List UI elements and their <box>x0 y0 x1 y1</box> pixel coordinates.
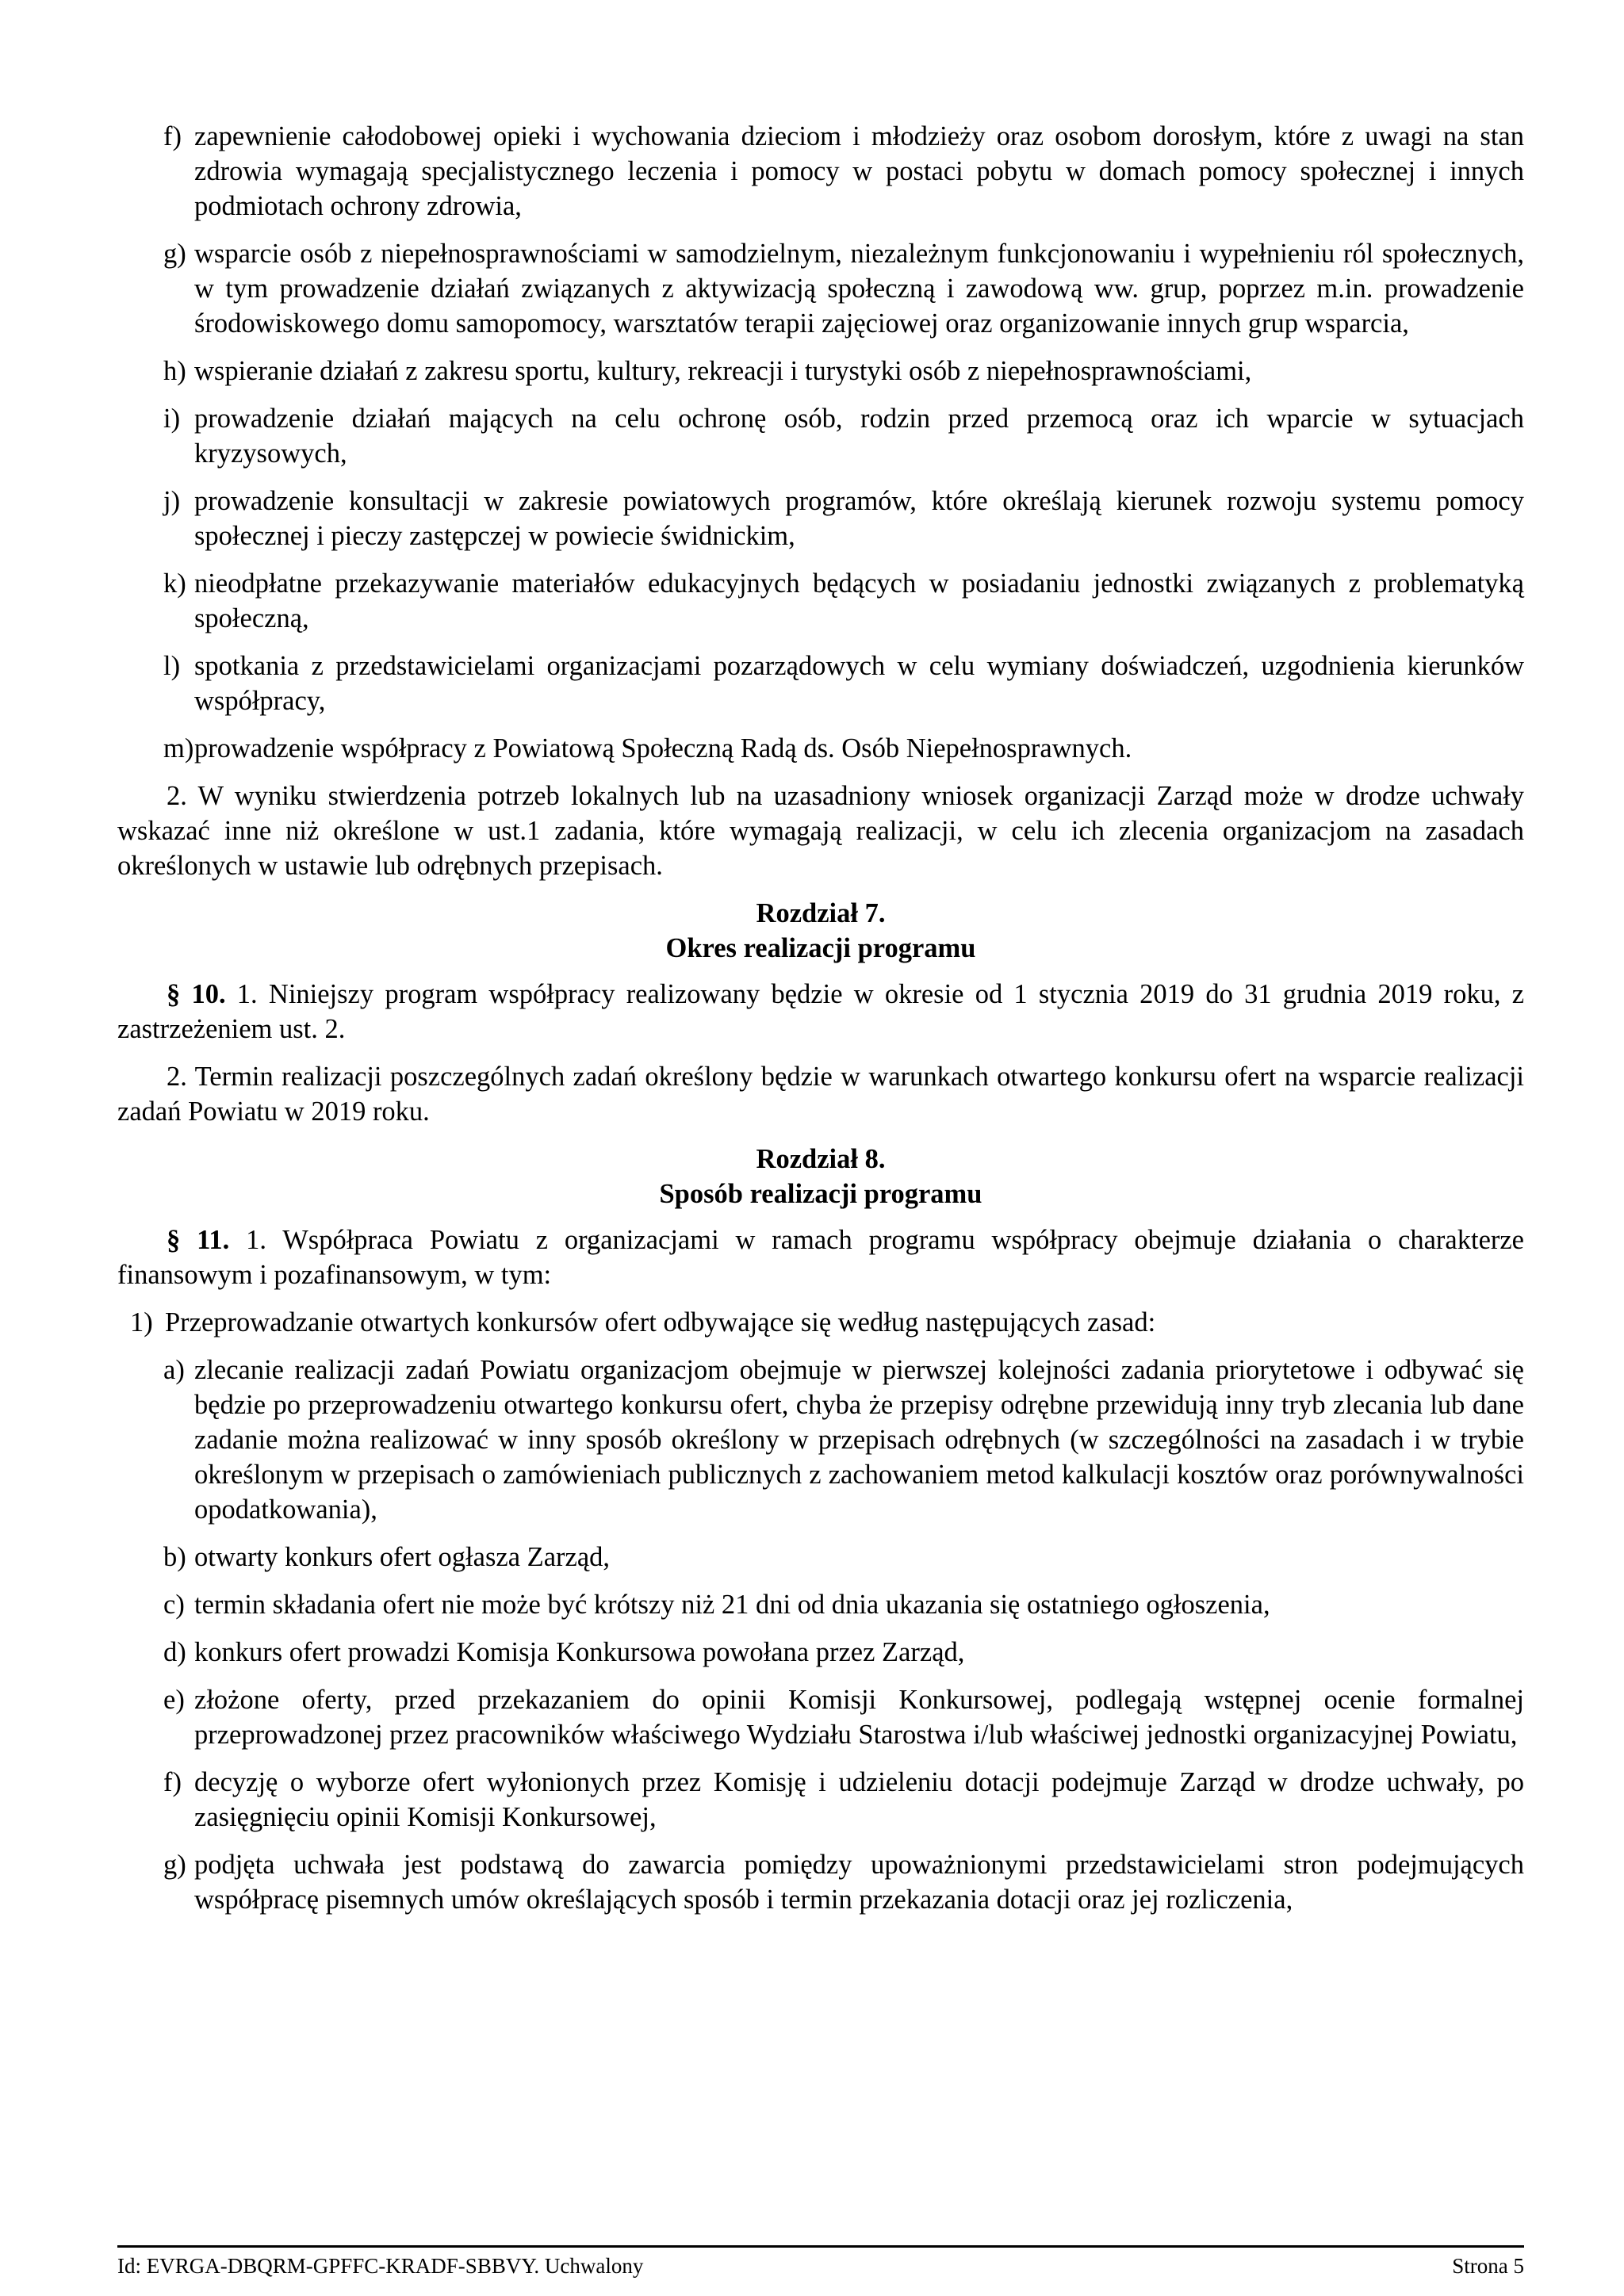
section-text: 1. Niniejszy program współpracy realizowany będzie w okresie od 1 stycznia 2019 do 31 grudnia 2019 roku, z zastrzeżeniem ust. 2. <box>117 979 1525 1044</box>
list-text: prowadzenie współpracy z Powiatową Społeczną Radą ds. Osób Niepełnosprawnych. <box>194 733 1132 763</box>
section-10-paragraph-1 <box>117 977 1524 1047</box>
list-item <box>117 484 1524 553</box>
section-10-paragraph-2: 2. Termin realizacji poszczególnych zadań określony będzie w warunkach otwartego konkursu ofert na wsparcie realizacji zadań Powiatu w 2019 roku. <box>117 1062 1524 1127</box>
section-mark: § 11. <box>167 1225 230 1255</box>
list-marker: 1) <box>130 1307 153 1337</box>
list-text: wspieranie działań z zakresu sportu, kultury, rekreacji i turystyki osób z niepełnosprawnościami, <box>194 356 1252 386</box>
list-item <box>117 1540 1524 1575</box>
list-text: prowadzenie działań mających na celu ochronę osób, rodzin przed przemocą oraz ich wparcie w sytuacjach kryzysowych, <box>194 404 1524 469</box>
numbered-point-1 <box>117 1305 1524 1340</box>
list-text: złożone oferty, przed przekazaniem do opinii Komisji Konkursowej, podlegają wstępnej ocenie formalnej przeprowadzonej przez pracowników właściwego Wydziału Starostwa i/lub właściwej jednostki organizacyjnej Powiatu, <box>194 1685 1524 1750</box>
list-marker: i) <box>163 404 181 434</box>
list-item <box>117 1765 1524 1835</box>
list-text: otwarty konkurs ofert ogłasza Zarząd, <box>194 1542 611 1572</box>
list-item <box>117 1353 1524 1527</box>
list-marker: f) <box>163 1767 182 1797</box>
list-text: wsparcie osób z niepełnosprawnościami w samodzielnym, niezależnym funkcjonowaniu i wypełnieniu ról społecznych, w tym prowadzenie działań związanych z aktywizacją społeczną i zawodową ww. grup, poprzez m.in. prowadzenie środowiskowego domu samopomocy, warsztatów terapii zajęciowej oraz organizowanie innych grup wsparcia, <box>194 239 1524 339</box>
list-top <box>117 119 1524 766</box>
list-text: spotkania z przedstawicielami organizacjami pozarządowych w celu wymiany doświadczeń, uzgodnienia kierunków współpracy, <box>194 651 1524 716</box>
list-text: prowadzenie konsultacji w zakresie powiatowych programów, które określają kierunek rozwoju systemu pomocy społecznej i pieczy zastępczej w powiecie świdnickim, <box>194 486 1524 551</box>
list-item <box>117 731 1524 766</box>
list-marker: g) <box>163 239 186 269</box>
list-item <box>117 1635 1524 1670</box>
list-text: termin składania ofert nie może być krótszy niż 21 dni od dnia ukazania się ostatniego ogłoszenia, <box>194 1590 1270 1620</box>
list-item <box>117 1847 1524 1917</box>
list-marker: l) <box>163 651 181 681</box>
list-item <box>117 1682 1524 1752</box>
list-text: Przeprowadzanie otwartych konkursów ofert odbywające się według następujących zasad: <box>165 1307 1156 1337</box>
list-text: zapewnienie całodobowej opieki i wychowania dzieciom i młodzieży oraz osobom dorosłym, które z uwagi na stan zdrowia wymagają specjalistycznego leczenia i pomocy w postaci pobytu w domach pomocy społecznej i innych podmiotach ochrony zdrowia, <box>194 121 1524 221</box>
chapter-7-heading <box>117 896 1524 966</box>
section-mark: § 10. <box>167 979 226 1009</box>
list-bottom <box>117 1353 1524 1917</box>
list-marker: e) <box>163 1685 185 1715</box>
list-marker: h) <box>163 356 186 386</box>
list-marker: g) <box>163 1850 186 1880</box>
page-footer <box>117 2245 1524 2279</box>
chapter-number: Rozdział 8. <box>756 1144 886 1174</box>
list-item <box>117 401 1524 471</box>
list-item <box>117 1587 1524 1622</box>
list-marker: a) <box>163 1355 185 1385</box>
list-text: decyzję o wyborze ofert wyłonionych przez Komisję i udzieleniu dotacji podejmuje Zarząd w drodze uchwały, po zasięgnięciu opinii Komisji Konkursowej, <box>194 1767 1524 1832</box>
list-text: podjęta uchwała jest podstawą do zawarcia pomiędzy upoważnionymi przedstawicielami stron podejmujących współpracę pisemnych umów określających sposób i termin przekazania dotacji oraz jej rozliczenia, <box>194 1850 1524 1915</box>
list-marker: j) <box>163 486 181 516</box>
list-item <box>117 354 1524 388</box>
list-text: zlecanie realizacji zadań Powiatu organizacjom obejmuje w pierwszej kolejności zadania priorytetowe i odbywać się będzie po przeprowadzeniu otwartego konkursu ofert, chyba że przepisy odrębne przewidują inny tryb zlecania lub dane zadanie można realizować w inny sposób określony w przepisach odrębnych (w szczególności na zasadach i w trybie określonym w przepisach o zamówieniach publicznych z zachowaniem metod kalkulacji kosztów oraz porównywalności opodatkowania), <box>194 1355 1524 1525</box>
page-number: Strona 5 <box>1452 2254 1524 2278</box>
list-item <box>117 566 1524 636</box>
chapter-title: Okres realizacji programu <box>665 933 976 963</box>
document-page <box>117 119 1524 1930</box>
list-marker: d) <box>163 1637 186 1667</box>
section-text: 1. Współpraca Powiatu z organizacjami w ramach programu współpracy obejmuje działania o charakterze finansowym i pozafinansowym, w tym: <box>117 1225 1524 1290</box>
list-marker: c) <box>163 1590 185 1620</box>
chapter-8-heading <box>117 1142 1524 1211</box>
list-item <box>117 236 1524 341</box>
list-marker: b) <box>163 1542 186 1572</box>
list-text: konkurs ofert prowadzi Komisja Konkursowa powołana przez Zarząd, <box>194 1637 965 1667</box>
document-id: Id: EVRGA-DBQRM-GPFFC-KRADF-SBBVY. Uchwalony <box>117 2254 644 2278</box>
list-marker: k) <box>163 568 186 599</box>
list-text: nieodpłatne przekazywanie materiałów edukacyjnych będących w posiadaniu jednostki związanych z problematyką społeczną, <box>194 568 1524 633</box>
list-item <box>117 649 1524 718</box>
paragraph-2: 2. W wyniku stwierdzenia potrzeb lokalnych lub na uzasadniony wniosek organizacji Zarząd może w drodze uchwały wskazać inne niż określone w ust.1 zadania, które wymagają realizacji, w celu ich zlecenia organizacjom na zasadach określonych w ustawie lub odrębnych przepisach. <box>117 781 1524 881</box>
list-item <box>117 119 1524 224</box>
list-marker: f) <box>163 121 182 151</box>
chapter-number: Rozdział 7. <box>756 898 886 928</box>
chapter-title: Sposób realizacji programu <box>659 1179 982 1209</box>
section-11-paragraph-1 <box>117 1223 1524 1292</box>
list-marker: m) <box>163 733 194 763</box>
